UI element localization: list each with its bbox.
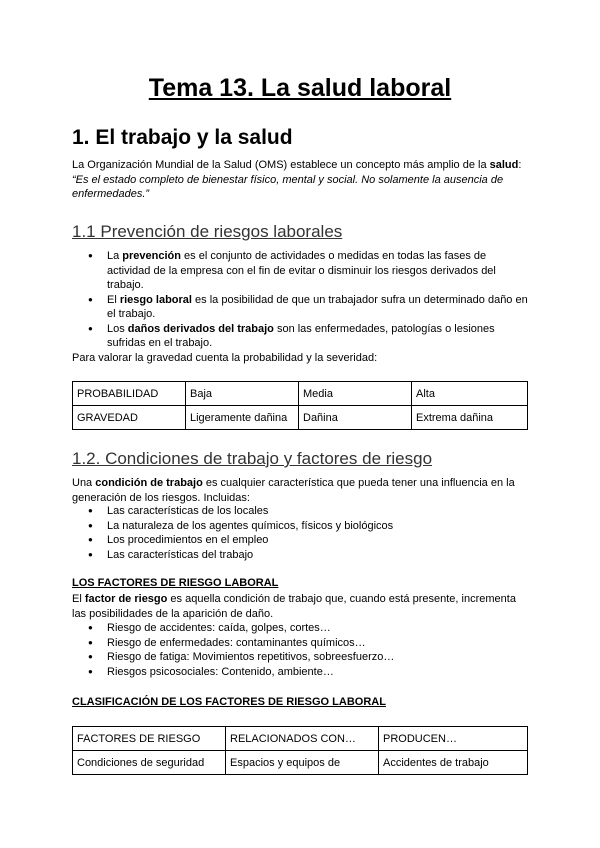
oms-bold-salud: salud bbox=[489, 159, 519, 171]
bullet-text: Los bbox=[107, 322, 128, 335]
bullet-bold-term: riesgo laboral bbox=[119, 293, 192, 306]
prevencion-bullet-list bbox=[72, 249, 532, 351]
table-cell: Accidentes de trabajo bbox=[379, 751, 528, 775]
table-cell: Espacios y equipos de bbox=[226, 751, 379, 775]
factor-intro-text: El bbox=[72, 593, 85, 605]
condicion-intro-text: Una bbox=[72, 477, 96, 489]
list-item: ● Riesgos psicosociales: Contenido, ambiente… bbox=[72, 665, 532, 680]
gravedad-paragraph: Para valorar la gravedad cuenta la probabilidad y la severidad: bbox=[72, 352, 378, 364]
probabilidad-gravedad-table bbox=[72, 381, 528, 430]
table-row bbox=[73, 727, 528, 751]
bullet-text: La bbox=[107, 250, 123, 262]
table-cell: GRAVEDAD bbox=[73, 406, 186, 430]
table-cell: Dañina bbox=[299, 406, 412, 430]
table-row bbox=[73, 406, 528, 430]
bullet-bold-term: daños derivados del trabajo bbox=[127, 322, 274, 335]
list-item: ● Riesgo de fatiga: Movimientos repetitivos, sobreesfuerzo… bbox=[72, 650, 532, 665]
list-item: ● Las características del trabajo bbox=[72, 548, 532, 563]
condicion-bold-term: condición de trabajo bbox=[95, 477, 203, 489]
table-row bbox=[73, 751, 528, 775]
condicion-intro-text: es cualquier característica que pueda tener una influencia en la generación de los riesgos. Incluidas: bbox=[72, 477, 515, 504]
factor-intro-text: es aquella condición de trabajo que, cuando está presente, incrementa las posibilidades de la aparición de daño. bbox=[72, 593, 516, 620]
list-item bbox=[72, 322, 532, 351]
table-cell: Extrema dañina bbox=[412, 406, 528, 430]
condicion-paragraph bbox=[72, 476, 532, 505]
table-cell: Ligeramente dañina bbox=[186, 406, 299, 430]
factores-bullet-list bbox=[72, 621, 532, 679]
list-item bbox=[72, 249, 532, 293]
section-1-2-heading: 1.2. Condiciones de trabajo y factores de riesgo bbox=[72, 449, 433, 468]
table-cell: FACTORES DE RIESGO bbox=[73, 727, 226, 751]
condiciones-bullet-list bbox=[72, 504, 532, 562]
oms-intro-colon: : bbox=[518, 159, 522, 171]
table-cell: Alta bbox=[412, 382, 528, 406]
bullet-text: son las enfermedades, patologías o lesiones sufridas en el trabajo. bbox=[107, 322, 495, 349]
factor-riesgo-paragraph bbox=[72, 592, 532, 621]
oms-intro-text: La Organización Mundial de la Salud (OMS) establece un concepto más amplio de la bbox=[72, 159, 490, 171]
table-cell: RELACIONADOS CON… bbox=[226, 727, 379, 751]
table-cell: Media bbox=[299, 382, 412, 406]
bullet-bold-term: prevención bbox=[122, 250, 181, 262]
list-item: ● Riesgo de accidentes: caída, golpes, cortes… bbox=[72, 621, 532, 636]
list-item: ● Riesgo de enfermedades: contaminantes químicos… bbox=[72, 636, 532, 651]
oms-quote-line-1: “Es el estado completo de bienestar físico, mental y social. No solamente la ausencia de bbox=[72, 173, 504, 186]
bullet-text: es la posibilidad de que un trabajador sufra un determinado daño en el trabajo. bbox=[107, 293, 528, 320]
clasificacion-label: CLASIFICACIÓN DE LOS FACTORES DE RIESGO LABORAL bbox=[72, 696, 386, 708]
list-item: ● Las características de los locales bbox=[72, 504, 532, 519]
bullet-text: es el conjunto de actividades o medidas en todas las fases de actividad de la empresa con el fin de evitar o disminuir los riesgos derivados del trabajo. bbox=[107, 250, 496, 291]
list-item: ● La naturaleza de los agentes químicos, físicos y biológicos bbox=[72, 519, 532, 534]
section-1-heading: 1. El trabajo y la salud bbox=[72, 126, 293, 149]
table-cell: Baja bbox=[186, 382, 299, 406]
table-cell: PROBABILIDAD bbox=[73, 382, 186, 406]
section-1-1-heading: 1.1 Prevención de riesgos laborales bbox=[72, 222, 343, 241]
clasificacion-table bbox=[72, 726, 528, 775]
table-cell: PRODUCEN… bbox=[379, 727, 528, 751]
factor-bold-term: factor de riesgo bbox=[84, 593, 168, 605]
oms-quote-line-2: enfermedades.” bbox=[72, 188, 150, 200]
list-item: ● Los procedimientos en el empleo bbox=[72, 533, 532, 548]
table-row bbox=[73, 382, 528, 406]
factores-riesgo-label: LOS FACTORES DE RIESGO LABORAL bbox=[72, 577, 279, 589]
oms-paragraph bbox=[72, 158, 532, 202]
document-title: Tema 13. La salud laboral bbox=[148, 74, 452, 102]
bullet-text: El bbox=[107, 293, 120, 306]
table-cell: Condiciones de seguridad bbox=[73, 751, 226, 775]
list-item bbox=[72, 293, 532, 322]
